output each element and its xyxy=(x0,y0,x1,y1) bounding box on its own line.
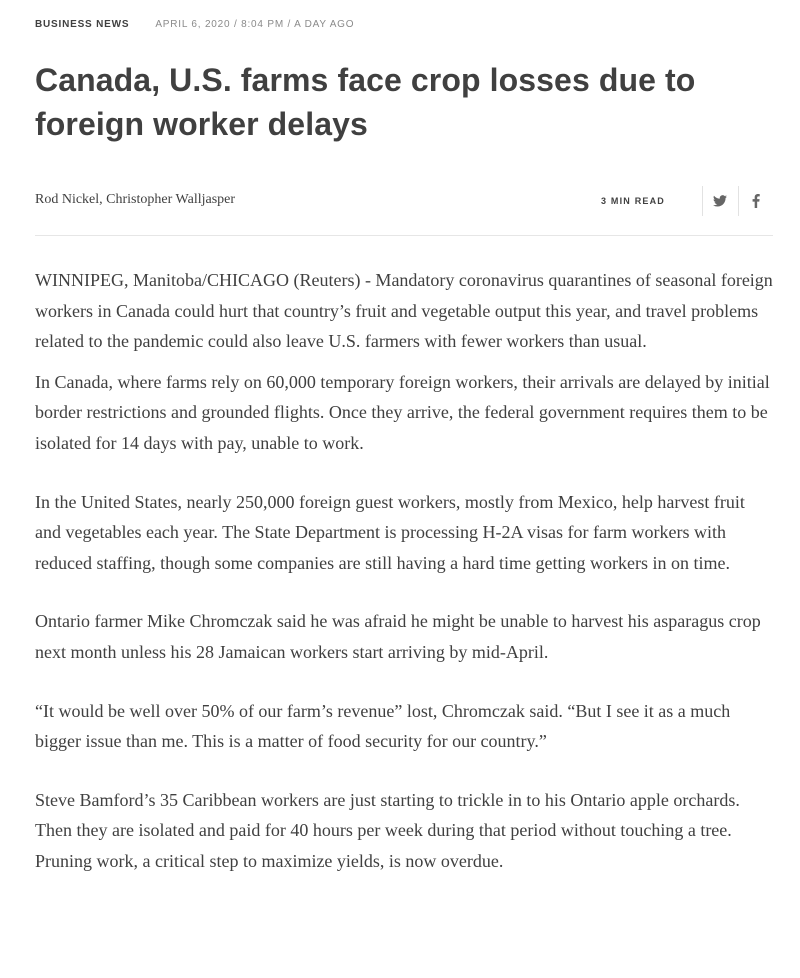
article-paragraph: In the United States, nearly 250,000 foreign guest workers, mostly from Mexico, help harvest fruit and vegetables each year. The State Department is processing H-2A visas for farm workers with reduced staffing, though some companies are still having a hard time getting workers in on time. xyxy=(35,491,745,573)
article-body xyxy=(35,265,773,877)
share-twitter-button[interactable] xyxy=(702,186,737,216)
twitter-icon xyxy=(713,195,727,207)
article-paragraph: Ontario farmer Mike Chromczak said he was afraid he might be unable to harvest his asparagus crop next month unless his 28 Jamaican workers start arriving by mid-April. xyxy=(35,611,761,662)
article-authors[interactable]: Rod Nickel, Christopher Walljasper xyxy=(35,192,236,207)
article-headline: Canada, U.S. farms face crop losses due to foreign worker delays xyxy=(35,62,696,142)
article-date: APRIL 6, 2020 / 8:04 PM / A DAY AGO xyxy=(155,19,355,30)
article-paragraph: Steve Bamford’s 35 Caribbean workers are just starting to trickle in to his Ontario apple orchards. Then they are isolated and paid for 40 hours per week during that period without touching a tree. Pruning work, a critical step to maximize yields, is now overdue. xyxy=(35,789,740,871)
section-link[interactable]: BUSINESS NEWS xyxy=(35,19,130,30)
read-time: 3 MIN READ xyxy=(600,196,665,206)
article-meta xyxy=(35,19,354,30)
share-facebook-button[interactable] xyxy=(738,186,773,216)
facebook-icon xyxy=(752,194,760,208)
article-paragraph: In Canada, where farms rely on 60,000 temporary foreign workers, their arrivals are delayed by initial border restrictions and grounded flights. Once they arrive, the federal government requires them to be isolated for 14 days with pay, unable to work. xyxy=(35,371,770,453)
header-divider xyxy=(35,235,773,236)
article-paragraph: “It would be well over 50% of our farm’s revenue” lost, Chromczak said. “But I see it as a much bigger issue than me. This is a matter of food security for our country.” xyxy=(35,700,731,752)
article-paragraph: WINNIPEG, Manitoba/CHICAGO (Reuters) - Mandatory coronavirus quarantines of seasonal foreign workers in Canada could hurt that country’s fruit and vegetable output this year, and travel problems related to the pandemic could also leave U.S. farmers with fewer workers than usual. xyxy=(35,270,773,352)
byline-row xyxy=(35,186,773,216)
